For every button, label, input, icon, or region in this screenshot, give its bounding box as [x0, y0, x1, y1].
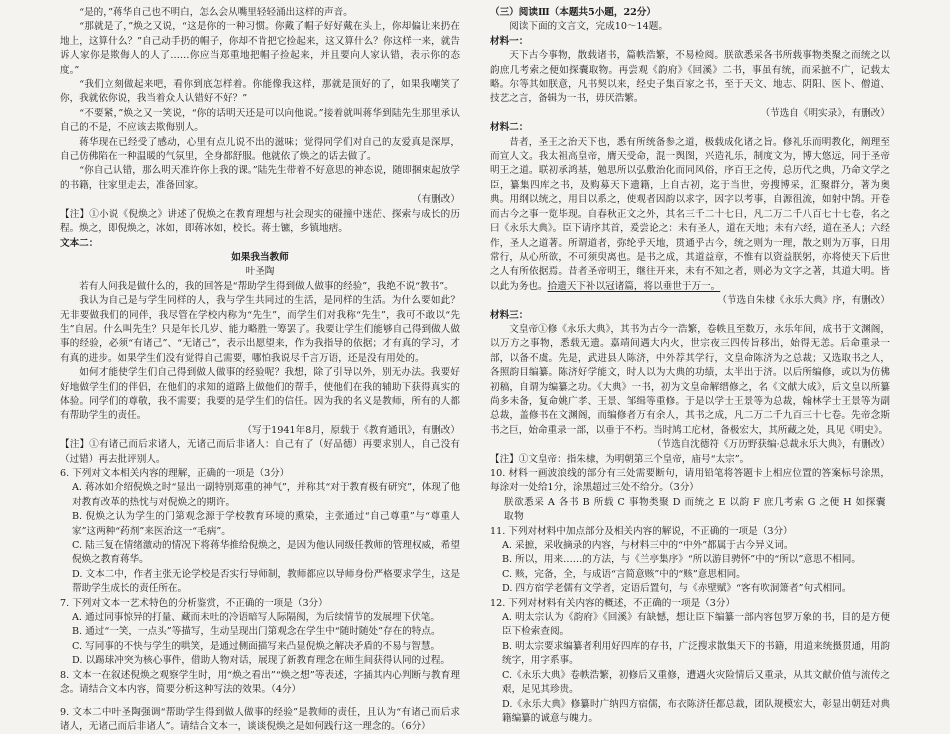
option-c: C. 写同事的不快与学生的哄笑，是通过侧面描写来凸显倪焕之解决矛盾的不易与智慧。 — [60, 640, 460, 654]
story-paragraph: “你自己认错，那么明天准许你上我的课。”陆先生带着不好意思的神态说，随即捆束起放学的书籍，往家里走去，准备回家。 — [60, 164, 460, 193]
option-b: B. 倪焕之认为学生的门第观念源于学校教育环境的熏染，主张通过“自己尊重”与“尊重人家”这两种“药剂”来医治这一“毛病”。 — [60, 510, 460, 539]
material-2-label: 材料二： — [490, 121, 890, 135]
material-2-text: 昔者，圣王之治天下也，悉有所统备参之道，极载成化诸之旨。修礼乐而明教化，阐理至而宣人文。我太祖高皇帝，膺天受命，混一舆图，兴造礼乐，制度文为，博大悠远，同于圣帝明王之道。联初承鸿基，勉思所以弘敷治化而同风俗，序百王之传，总历代之典，乃命文学之臣，纂集四库之书，及购募天下遗籍，上自古初，迄于当世，旁搜博采，汇聚群分，著为奥典。用纲以统之，用目以系之，使观者因韵以求字，因字以考事，自源徂流，如射中鹄。开卷而古今之事一览毕现。自春秋正文之外，其名三千二十七日，凡二万二千八百七十七卷，名之曰《永乐大典》。臣下请序其首，爰尝论之：未有圣人，道在天地；未有六经，道在圣人；六经作，圣人之道著。所谓道者，弥纶乎天地，贯通乎古今，统之则为一理，散之则为万事，日用常行，从心所欲，不可须臾离也。是书之成，其道益章，不惟有以资益朕躬，亦将使天下后世之人有所依据焉。昔者圣帝明王，继往开来，未有不知之者，则必为文字之著，其道大明。皆以此为务也。拾遗天下补以冠诸篇，将以垂世于万一。 — [490, 136, 890, 294]
story-paragraph: “那就是了，”焕之又说，“这是你的一种习惯。你戴了帽子好好戴在头上，你却偏让来扔在地上，这算什么？”自己动手扔的帽子，你却不肯把它捡起来，这又算什么？你这样一来，就告诉人家你是欺侮人的人了……你应当郑重地把帽子捡起来，并且要向人家认错，表示你的态度。” — [60, 20, 460, 78]
option-a: A. 采摭，采收摘录的内容，与材料三中的“中外”都属于古今异义词。 — [490, 539, 890, 553]
annotation-note: 【注】①小说《倪焕之》讲述了倪焕之在教育理想与社会现实的碰撞中迷茫、探索与成长的历程。焕之，即倪焕之，冰如，即蒋冰如，校长。蒋士镳，乡镇地痞。 — [60, 208, 460, 237]
option-d: D. 以踢球冲突为核心事件，借助人物对话，展现了新教育理念在师生间获得认同的过程。 — [60, 654, 460, 668]
sentence-break-line: 朕欲悉采 A 各书 B 所载 C 事物类聚 D 而统之 E 以韵 F 庶几考索 G 之便 H 如探囊取物 — [490, 496, 890, 525]
option-c: C. 陆三复在情绪激动的情况下将蒋华推给倪焕之，是因为他认同级任教师的管理权威，希望倪焕之教育蒋华。 — [60, 539, 460, 568]
story-paragraph: 蒋华现在已经受了感动，心里有点儿说不出的滋味；觉得同学们对自己的友爱真是深厚，自己仿佛陷在一种温暖的气氛里，全身都舒服。他就依了焕之的话去做了。 — [60, 136, 460, 165]
right-column — [490, 6, 890, 668]
source-note: （写于1941年8月，原载于《教育通讯》，有删改） — [60, 424, 460, 438]
material-1-text: 天下古今事物，散载诸书，篇帙浩繁，不易检阅。朕欲悉采各书所载事物类聚之而统之以韵庶几考索之便如探囊取物。再尝观《韵府》《回溪》二书，事虽有统，而采摭不广，记载太略。尔等其如朕意，凡书契以来，经史子集百家之书，至于天文、地志、阴阳、医卜、僧道、技艺之言，备辑为一书，毋厌浩繁。 — [490, 49, 890, 107]
text2-title: 如果我当教师 — [60, 251, 460, 265]
essay-paragraph: 我认为自己是与学生同样的人，我与学生共同过的生活，是同样的生活。为什么要如此？无非要做我们的同伴，我尽管在学校内称为“先生”，而学生们对我称“先生”，我可不敢以“先生”自居。什么叫先生？只是年长几岁、能力略胜一筹罢了。我要让学生们能够自己得到做人做事的经验，必须“有诸己”、“无诸己”，表示出愿望来，作为我指导的依据；才有真的学习，才有真的进步。如果学生们没有觉得自己需要，哪怕我说尽千言万语，还是没有用处的。 — [60, 294, 460, 366]
material-3-text: 文皇帝①修《永乐大典》，其书为古今一浩繁，卷帙且至数万，永乐年间，成书于文渊阁，以万方之事物，悉载无遗。嘉靖间遇大内火，世宗夜三四传旨移出，始得无恙。后命重录一部，以备不虞。先是，武进县人陈济，中外荐其学行，文皇命陈济为之总裁；又选取书之人，各照韵目编纂。陈济好学能文，时人以为大典的功绩，太半出于济。以后所编修，或以为仿佛初稿，自谓为编纂之功。《大典》一书，初为文皇命解缙修之，名《文献大成》，后文皇以所纂尚多未备，复命姚广孝、王景、邹缉等重修。于是以学士王景等为总裁，翰林学士王景等为副总裁，盖修书在文渊阁，而编修者万有余人，其书之成，凡二万二千九百三十七卷。先帝念斯书之巨，始命重录一部，以垂于不朽。当时鸠工庀材，备极宏大，其所藏之处，具见《明史》。 — [490, 323, 890, 438]
option-d: D. 文本二中，作者主张无论学校是否实行导师制，教师都应以导师身份严格要求学生，这是帮助学生成长的责任所在。 — [60, 568, 460, 597]
source-note: （有删改） — [60, 193, 460, 207]
question-7: 7. 下列对文本一艺术特色的分析鉴赏，不正确的一项是（3分） — [60, 597, 460, 611]
option-b: B. 明太宗要求编纂者利用好四库的存书，广泛搜求散集天下的书籍，用道来统摄贯通，用韵统字，用字系事。 — [490, 640, 890, 669]
text2-author: 叶圣陶 — [60, 265, 460, 279]
annotation-note: 【注】①有诸己而后求诸人，无诸己而后非诸人：自己有了（好品德）再要求别人，自己没有（过错）再去批评别人。 — [60, 438, 460, 467]
option-a: A. 通过同事惊异的打量、藏而未吐的冷语暗写人际隔阂，为后续情节的发展埋下伏笔。 — [60, 611, 460, 625]
option-a: A. 蒋冰如介绍倪焕之时“显出一副特别郑重的神气”，并称其“对于教育极有研究”，体现了他对教育改革的热忱与对倪焕之的期许。 — [60, 481, 460, 510]
essay-paragraph: 若有人问我是做什么的，我的回答是“帮助学生得到做人做事的经验”，我绝不说“教书”。 — [60, 280, 460, 294]
section-intro: 阅读下面的文言文，完成10～14题。 — [490, 20, 890, 34]
question-9: 9. 文本二中叶圣陶强调“帮助学生得到做人做事的经验”是教师的责任，且认为“有诸己而后求诸人，无诸己而后非诸人”。请结合文本一，谈谈倪焕之是如何践行这一理念的。（6分） — [60, 706, 460, 734]
option-d: D.《永乐大典》修纂时广纳四方宿儒，布衣陈济任都总裁，团队规模宏大，彰显出朝廷对典籍编纂的诚意与魄力。 — [490, 698, 890, 727]
left-column — [60, 6, 460, 668]
option-c: C.《永乐大典》卷帙浩繁，初修后又重修，遭遇火灾险情后又重录，从其文献价值与流传之艰，足见其珍贵。 — [490, 669, 890, 698]
question-12: 12. 下列对材料有关内容的概述，不正确的一项是（3分） — [490, 597, 890, 611]
source-note: （节选自朱棣《永乐大典》序，有删改） — [490, 294, 890, 308]
source-note: （节选自《明实录》，有删改） — [490, 107, 890, 121]
text2-label: 文本二： — [60, 237, 460, 251]
option-b: B. 所以，用来……的方法，与《兰亭集序》“所以游目骋怀”中的“所以”意思不相同。 — [490, 553, 890, 567]
underlined-sentence: 拾遗天下补以冠诸篇，将以垂世于万一。 — [548, 281, 721, 292]
story-paragraph: “是的，”蒋华自己也不明白，怎么会从嘴里轻轻涌出这样的声音。 — [60, 6, 460, 20]
question-8: 8. 文本一在叙述倪焕之观察学生时，用“焕之看出”“焕之想”等表述，字插其内心判断与教育理念。请结合文本内容，简要分析这种写法的效果。（4分） — [60, 669, 460, 698]
material-1-label: 材料一： — [490, 35, 890, 49]
material-3-label: 材料三： — [490, 309, 890, 323]
section-heading: （三）阅读Ⅲ（本题共5小题，22分） — [490, 6, 890, 20]
story-paragraph: “我们立刻做起来吧，看你到底怎样着。你能像我这样，那就是顶好的了，如果我嘲笑了你，我就依你说，我当着众人认错好不好？” — [60, 78, 460, 107]
annotation-note: 【注】①文皇帝：指朱棣，为明朝第三个皇帝，庙号“太宗”。 — [490, 453, 890, 467]
option-c: C. 赅，完备，全，与成语“言简意赅”中的“赅”意思相同。 — [490, 568, 890, 582]
essay-paragraph: 如何才能使学生们自己得到做人做事的经验呢？我想，除了引导以外，别无办法。我要好好地做学生们的伴侣，在他们的求知的道路上做他们的帮手，使他们在我的辅助下获得真实的体验。同学们的尊敬，我不需要；我要的是学生们的信任。因为我的名义是教师，所有的人都有帮助学生的责任。 — [60, 366, 460, 424]
question-10: 10. 材料一画波浪线的部分有三处需要断句，请用铅笔将答题卡上相应位置的答案标号涂黑，每涂对一处给1分，涂黑超过三处不给分。（3分） — [490, 467, 890, 496]
option-a: A. 明太宗认为《韵府》《回溪》有缺憾，想让臣下编纂一部内容包罗万象的书，目的是方便臣下检索查阅。 — [490, 611, 890, 640]
option-d: D. 四方宿学老儒有文学者，定语后置句，与《赤壁赋》“客有吹洞箫者”句式相同。 — [490, 582, 890, 596]
option-b: B. 通过“一笑，一点头”等描写，生动呈现出门第观念在学生中“随时随处”存在的特点。 — [60, 625, 460, 639]
question-11: 11. 下列对材料中加点部分及相关内容的解说，不正确的一项是（3分） — [490, 525, 890, 539]
question-6: 6. 下列对文本相关内容的理解，正确的一项是（3分） — [60, 467, 460, 481]
story-paragraph: “不要紧，”焕之又一笑说，“你的话明天还是可以向他说。”接着就叫蒋华到陆先生那里承认自己的不是，不应该去欺侮别人。 — [60, 107, 460, 136]
source-note: （节选自沈德符《万历野获编·总裁永乐大典》，有删改） — [490, 438, 890, 452]
